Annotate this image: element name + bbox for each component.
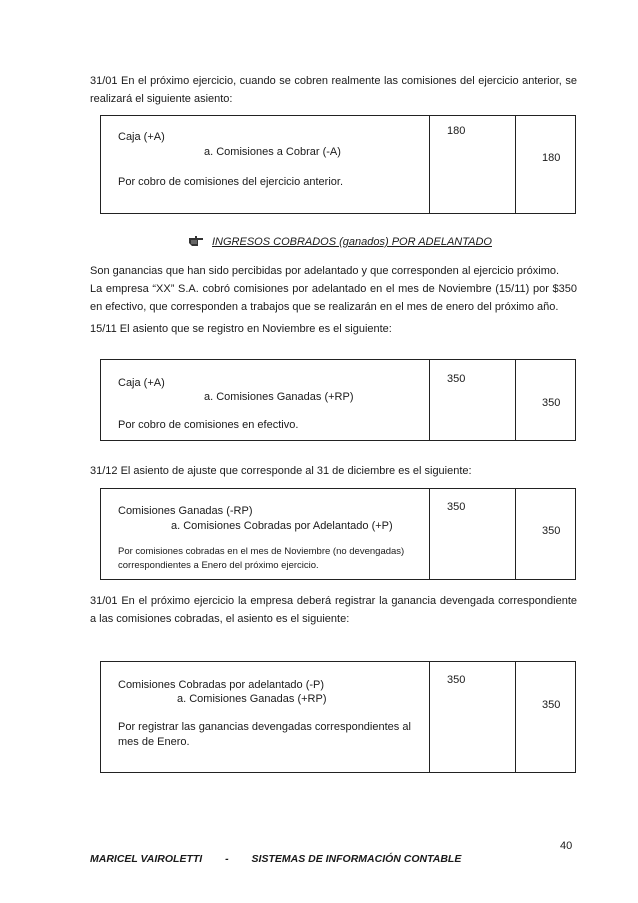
debit-amount: 350: [447, 674, 466, 686]
debit-column: [429, 116, 516, 213]
credit-amount: 180: [542, 152, 561, 164]
entry-description-column: [101, 360, 430, 440]
credit-account: a. Comisiones Ganadas (+RP): [204, 391, 354, 403]
journal-entry-3: [100, 488, 576, 580]
debit-account: Caja (+A): [118, 377, 165, 389]
page-footer: [90, 853, 481, 865]
paragraph-example: La empresa “XX” S.A. cobró comisiones por adelantado en el mes de Noviembre (15/11) por $350 en efectivo, que corresponden a trabajos que se realizarán en el mes de enero del próximo año.: [90, 283, 577, 313]
page-number: 40: [560, 840, 573, 852]
journal-entry-4: [100, 661, 576, 773]
credit-column: [515, 489, 575, 579]
credit-amount: 350: [542, 397, 561, 409]
section-heading: [188, 234, 492, 250]
entry-description: Por cobro de comisiones del ejercicio anterior.: [118, 176, 344, 188]
pointing-hand-icon: [188, 235, 204, 247]
footer-author: MARICEL VAIROLETTI: [90, 853, 203, 865]
credit-column: [515, 662, 575, 772]
debit-account: Comisiones Cobradas por adelantado (-P): [118, 679, 325, 691]
entry-description-line-1: Por comisiones cobradas en el mes de Noviembre (no devengadas): [118, 546, 405, 557]
credit-account: a. Comisiones Cobradas por Adelantado (+P): [171, 520, 393, 532]
credit-column: [515, 360, 575, 440]
paragraph-adjustment-entry: 31/12 El asiento de ajuste que corresponde al 31 de diciembre es el siguiente:: [90, 465, 472, 477]
paragraph-definition: Son ganancias que han sido percibidas por adelantado y que corresponden al ejercicio próximo.: [90, 265, 560, 277]
debit-amount: 350: [447, 501, 466, 513]
footer-separator: -: [225, 853, 229, 865]
debit-column: [429, 360, 516, 440]
debit-column: [429, 662, 516, 772]
footer-title: SISTEMAS DE INFORMACIÓN CONTABLE: [251, 853, 462, 865]
entry-description: Por cobro de comisiones en efectivo.: [118, 419, 299, 431]
entry-description-column: [101, 116, 430, 213]
debit-account: Comisiones Ganadas (-RP): [118, 505, 253, 517]
credit-account: a. Comisiones a Cobrar (-A): [204, 146, 341, 158]
paragraph-next-year-entry: 31/01 En el próximo ejercicio la empresa deberá registrar la ganancia devengada correspondiente a las comisiones cobradas, el asiento es el siguiente:: [90, 595, 577, 625]
entry-description-line-1: Por registrar las ganancias devengadas correspondientes al: [118, 721, 411, 733]
section-heading-text: INGRESOS COBRADOS (ganados) POR ADELANTADO: [212, 236, 492, 248]
journal-entry-1: [100, 115, 576, 214]
entry-description-column: [101, 662, 430, 772]
credit-column: [515, 116, 575, 213]
debit-column: [429, 489, 516, 579]
debit-amount: 350: [447, 373, 466, 385]
journal-entry-2: [100, 359, 576, 441]
entry-description-column: [101, 489, 430, 579]
credit-account: a. Comisiones Ganadas (+RP): [177, 693, 327, 705]
paragraph-intro: 31/01 En el próximo ejercicio, cuando se cobren realmente las comisiones del ejercicio anterior, se realizará el siguiente asiento:: [90, 75, 577, 105]
entry-description-line-2: correspondientes a Enero del próximo ejercicio.: [118, 560, 319, 571]
entry-description-line-2: mes de Enero.: [118, 736, 190, 748]
paragraph-november-entry: 15/11 El asiento que se registro en Noviembre es el siguiente:: [90, 323, 392, 335]
credit-amount: 350: [542, 525, 561, 537]
credit-amount: 350: [542, 699, 561, 711]
debit-account: Caja (+A): [118, 131, 165, 143]
debit-amount: 180: [447, 125, 466, 137]
